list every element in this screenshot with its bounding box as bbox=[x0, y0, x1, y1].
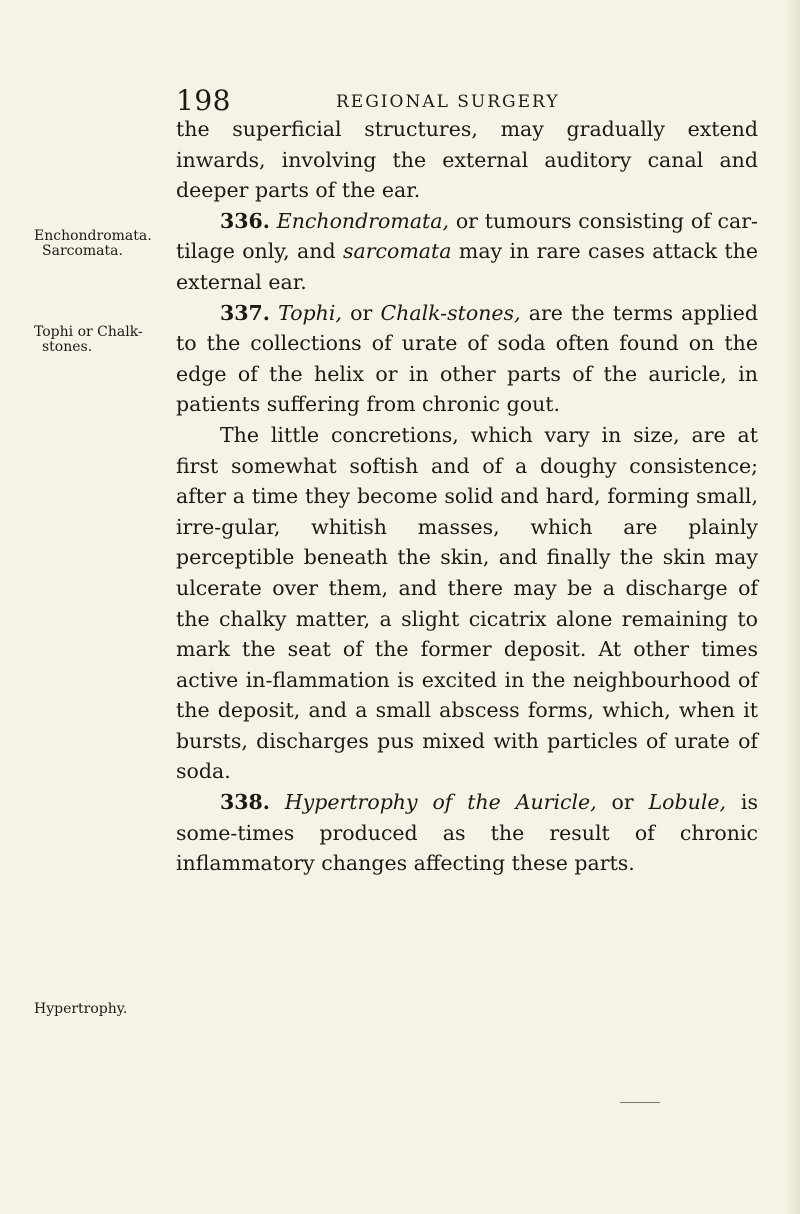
margin-note-tophi bbox=[34, 325, 172, 355]
page-number: 198 bbox=[176, 84, 231, 117]
section-text: or tumours consisting of car-tilage only, and bbox=[176, 208, 758, 264]
section-term: Chalk-stones, bbox=[380, 300, 521, 325]
section-number: 338. bbox=[220, 790, 270, 815]
margin-note-line: Sarcomata. bbox=[42, 243, 123, 259]
paragraph-continuation: the superficial structures, may gradually extend inwards, involving the external auditory canal and deeper parts of the ear. bbox=[176, 117, 758, 203]
margin-note-hypertrophy bbox=[34, 1002, 172, 1017]
section-number: 337. bbox=[220, 300, 270, 325]
margin-note-line: stones. bbox=[42, 339, 93, 355]
page-edge-shadow bbox=[786, 0, 800, 1214]
margin-note-line: Hypertrophy. bbox=[34, 1001, 128, 1017]
section-term: Enchondromata, bbox=[276, 208, 450, 233]
margin-note-enchondromata bbox=[34, 229, 172, 259]
section-term: Hypertrophy of the Auricle, bbox=[284, 790, 597, 815]
section-term: sarcomata bbox=[343, 239, 452, 264]
section-text: or bbox=[341, 300, 381, 325]
running-head: REGIONAL SURGERY bbox=[336, 92, 560, 112]
section-text: is some-times produced as the result of chronic inflammatory changes affecting these parts. bbox=[176, 790, 758, 876]
page-header bbox=[168, 84, 768, 116]
section-text: are the terms applied to the collections of urate of soda often found on the edge of the helix or in other parts of the auricle, in patients suffering from chronic gout. bbox=[176, 300, 758, 417]
section-number: 336. bbox=[220, 208, 270, 233]
paragraph-336 bbox=[176, 206, 758, 298]
paragraph-338 bbox=[176, 787, 758, 879]
paragraph-337-continued: The little concretions, which vary in size, are at first somewhat softish and of a doughy consistence; after a time they become solid and hard, forming small, irre-gular, whitish masses, which are plainly perceptible beneath the skin, and finally the skin may ulcerate over them, and there may be a discharge of the chalky matter, a slight cicatrix alone remaining to mark the seat of the former deposit. At other times active in-flammation is excited in the neighbourhood of the deposit, and a small abscess forms, which, when it bursts, discharges pus mixed with particles of urate of soda. bbox=[176, 422, 758, 784]
section-term: Tophi, bbox=[278, 300, 342, 325]
main-text-column bbox=[176, 114, 758, 879]
section-text: or bbox=[596, 790, 649, 815]
section-term: Lobule, bbox=[648, 790, 727, 815]
section-text: may in rare cases attack the external ear. bbox=[176, 239, 759, 294]
margin-note-line: Tophi or Chalk- bbox=[34, 324, 143, 340]
scan-rule-mark bbox=[620, 1102, 660, 1103]
margin-note-line: Enchondromata. bbox=[34, 228, 152, 244]
paragraph-337 bbox=[176, 298, 758, 420]
